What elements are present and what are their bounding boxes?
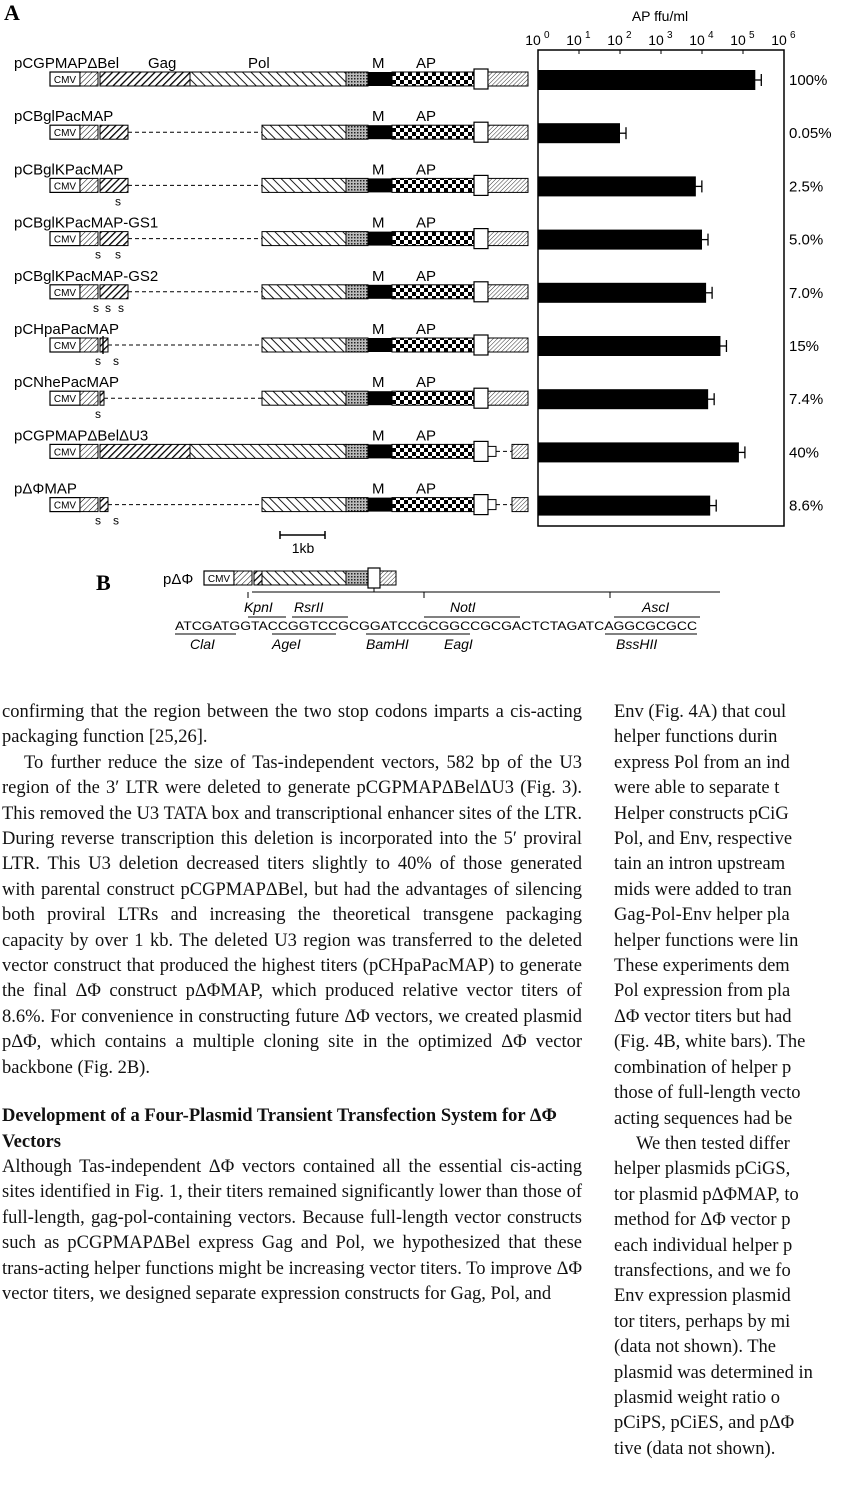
svg-text:1: 1 — [585, 30, 591, 41]
tick-label-5 — [730, 30, 755, 48]
s-mark: s — [95, 247, 101, 262]
svg-text:6: 6 — [790, 30, 796, 41]
right-line: method for ΔΦ vector p — [614, 1210, 791, 1231]
construct-row-5 — [14, 321, 819, 368]
construct-name: pCBglKPacMAP-GS2 — [14, 267, 159, 285]
m-label: M — [372, 161, 385, 179]
m-label: M — [372, 321, 385, 338]
construct-name: pCGPMAPΔBelΔU3 — [14, 427, 149, 445]
s-mark: s — [95, 407, 101, 422]
svg-text:10: 10 — [730, 32, 746, 48]
s-mark: s — [115, 247, 121, 262]
right-line: (Fig. 4B, white bars). The — [614, 1032, 806, 1053]
percent-label: 15% — [789, 338, 820, 355]
titer-bar — [538, 336, 720, 356]
paragraph-1: confirming that the region between the two stop codons imparts a cis-acting packaging function [25,26]. — [2, 702, 582, 748]
construct-name: pCBglKPacMAP-GS1 — [14, 214, 159, 232]
enzyme-rsrii: RsrII — [294, 599, 324, 615]
svg-text:3: 3 — [667, 30, 673, 41]
cmv-label: CMV — [53, 234, 77, 246]
tick-label-2 — [607, 30, 632, 48]
m-label: M — [372, 480, 385, 498]
enzyme-noti: NotI — [450, 599, 476, 615]
right-line: pCiPS, pCiES, and pΔΦ — [614, 1413, 795, 1434]
construct-name: pCHpaPacMAP — [14, 321, 120, 338]
svg-text:10: 10 — [771, 32, 787, 48]
pol-label: Pol — [248, 55, 270, 72]
tick-label-0 — [525, 30, 550, 48]
enzyme-kpni: KpnI — [244, 599, 273, 615]
svg-text:5: 5 — [749, 30, 755, 41]
right-line: ΔΦ vector titers but had — [614, 1006, 792, 1027]
gag-label: Gag — [148, 55, 177, 72]
enzyme-agei: AgeI — [272, 636, 301, 652]
right-line: mids were added to tran — [614, 879, 792, 900]
s-mark: s — [113, 513, 119, 528]
tick-label-1 — [566, 30, 591, 48]
cmv-label: CMV — [53, 500, 77, 512]
right-line: Pol expression from pla — [614, 981, 791, 1002]
right-line: Env expression plasmid — [614, 1286, 791, 1307]
right-line: helper plasmids pCiGS, — [614, 1159, 791, 1180]
paragraph-2: To further reduce the size of Tas-independent vectors, 582 bp of the U3 region of the 3′ LTR were deleted to generate pCGPMAPΔBelΔU3 (Fig. 3). This removed the U3 TATA box and transcriptional enhancer sites of the LTR. During reverse transcription this deletion is incorporated into the 5′ proviral LTR. This U3 deletion decreased titers slightly to 40% of those generated with parental construct pCGPMAPΔBel, but had the advantages of silencing both proviral LTRs and increasing the theoretical transgene packaging capacity by over 1 kb. The deleted U3 region was transferred to the deleted vector construct that produced the highest titers (pCHpaPacMAP) to generate the final ΔΦ construct pΔΦMAP, which produced relative vector titers of 8.6%. For convenience in constructing future ΔΦ vectors, we created plasmid pΔΦ, which contains a multiple cloning site in the optimized ΔΦ vector backbone (Fig. 2B). — [2, 752, 582, 1078]
panel-a-letter: A — [4, 0, 20, 25]
construct-row-1 — [14, 108, 832, 143]
tick-label-3 — [648, 30, 673, 48]
right-line: plasmid weight ratio o — [614, 1387, 780, 1408]
titer-bar — [538, 123, 620, 143]
right-line: Env (Fig. 4A) that coul — [614, 702, 787, 722]
construct-row-4 — [14, 268, 823, 315]
cmv-label: CMV — [53, 287, 77, 299]
s-mark: s — [115, 194, 121, 209]
construct-row-8 — [14, 481, 823, 528]
titer-bar — [538, 70, 755, 90]
pb-vector-map — [204, 568, 720, 598]
right-line: plasmid was determined in — [614, 1362, 813, 1383]
construct-name: pCBglPacMAP — [14, 108, 114, 126]
construct-name: pCNhePacMAP — [14, 374, 120, 392]
s-mark: s — [93, 300, 99, 315]
svg-text:10: 10 — [566, 32, 582, 48]
m-label: M — [372, 108, 385, 126]
enzyme-eagi: EagI — [444, 636, 473, 652]
cmv-label: CMV — [53, 75, 77, 86]
axis-title: AP ffu/ml — [631, 8, 689, 24]
paragraph-3: Although Tas-independent ΔΦ vectors contained all the essential cis-acting sites identified in Fig. 1, their titers remained significantly lower than those of full-length, gag-pol-containing vectors. Because full-length vector constructs such as pCGPMAPΔBel express Gag and Pol, we hypothesized that these trans-acting helper functions might be increasing vector titers. To improve ΔΦ vector titers, we designed separate expression constructs for Gag, Pol, and — [2, 1156, 582, 1304]
right-line: Helper constructs pCiG — [614, 803, 789, 824]
svg-text:0: 0 — [544, 30, 550, 41]
construct-row-7 — [14, 427, 819, 462]
right-line: These experiments dem — [614, 956, 790, 977]
m-label: M — [372, 214, 385, 232]
percent-label: 2.5% — [789, 178, 824, 196]
pb-cmv-label: CMV — [207, 574, 231, 585]
ap-label: AP — [416, 321, 437, 338]
m-label: M — [372, 374, 385, 392]
cmv-label: CMV — [53, 341, 77, 352]
right-line: tive (data not shown). — [614, 1438, 776, 1459]
s-mark: s — [113, 354, 119, 368]
right-line: tor plasmid pΔΦMAP, to — [614, 1184, 799, 1205]
figure-panel-a-b — [0, 0, 850, 680]
svg-text:4: 4 — [708, 30, 714, 41]
titer-bar — [538, 283, 706, 303]
ap-label: AP — [416, 161, 437, 179]
titer-bar — [538, 442, 739, 462]
s-mark: s — [95, 513, 101, 528]
right-line: Gag-Pol-Env helper pla — [614, 905, 790, 926]
right-line: helper functions were lin — [614, 930, 799, 951]
svg-text:10: 10 — [525, 32, 541, 48]
ap-label: AP — [416, 267, 437, 285]
svg-text:10: 10 — [607, 32, 623, 48]
construct-rows — [14, 55, 832, 528]
right-text-column — [614, 700, 850, 1462]
enzyme-bamhi: BamHI — [366, 636, 409, 652]
m-label: M — [372, 267, 385, 285]
right-line: were able to separate t — [614, 778, 780, 799]
scale-bar — [280, 531, 325, 556]
svg-text:10: 10 — [648, 32, 664, 48]
right-line: tain an intron upstream — [614, 854, 786, 875]
right-line: transfections, and we fo — [614, 1260, 791, 1281]
cmv-label: CMV — [53, 181, 77, 193]
s-mark: s — [95, 354, 101, 368]
percent-label: 5.0% — [789, 231, 824, 249]
ap-label: AP — [416, 214, 437, 232]
titer-bar — [538, 176, 696, 196]
construct-row-3 — [14, 215, 823, 262]
s-mark: s — [118, 300, 124, 315]
right-line: each individual helper p — [614, 1235, 793, 1256]
right-line: express Pol from an ind — [614, 752, 790, 773]
right-line: those of full-length vecto — [614, 1083, 801, 1104]
ap-label: AP — [416, 427, 437, 445]
right-column-lines — [614, 700, 850, 1462]
construct-name: pCGPMAPΔBel — [14, 55, 120, 72]
right-line: combination of helper p — [614, 1057, 792, 1078]
percent-label: 100% — [789, 72, 828, 89]
construct-row-0 — [14, 55, 827, 90]
enzyme-clai: ClaI — [190, 636, 215, 652]
construct-name: pΔΦMAP — [14, 480, 77, 498]
cmv-label: CMV — [53, 394, 77, 406]
s-mark: s — [105, 300, 111, 315]
construct-row-2 — [14, 161, 823, 208]
percent-label: 7.4% — [789, 391, 824, 409]
scale-label: 1kb — [291, 540, 315, 556]
right-line: acting sequences had be — [614, 1108, 793, 1129]
left-text-column — [2, 700, 582, 1307]
panel-b-letter: B — [96, 570, 111, 595]
right-line: helper functions durin — [614, 727, 778, 748]
enzyme-bsshii: BssHII — [616, 636, 658, 652]
section-heading: Development of a Four-Plasmid Transient Transfection System for ΔΦ Vectors — [2, 1106, 557, 1152]
tick-label-6 — [771, 30, 796, 48]
m-label: M — [372, 55, 385, 72]
ap-label: AP — [416, 480, 437, 498]
svg-text:10: 10 — [689, 32, 705, 48]
m-label: M — [372, 427, 385, 445]
right-line: Pol, and Env, respective — [614, 829, 793, 850]
pb-vector-name: pΔΦ — [163, 571, 194, 588]
percent-label: 40% — [789, 444, 820, 462]
tick-label-4 — [689, 30, 714, 48]
enzyme-asci: AscI — [642, 599, 670, 615]
percent-label: 0.05% — [789, 125, 832, 143]
percent-label: 7.0% — [789, 284, 824, 302]
ap-label: AP — [416, 55, 437, 72]
svg-text:2: 2 — [626, 30, 632, 41]
ap-label: AP — [416, 374, 437, 392]
construct-name: pCBglKPacMAP — [14, 161, 124, 179]
titer-bar — [538, 389, 708, 409]
right-line: (data not shown). The — [614, 1337, 777, 1358]
titer-bar — [538, 230, 702, 250]
cmv-label: CMV — [53, 447, 77, 459]
cmv-label: CMV — [53, 128, 77, 140]
right-line: We then tested differ — [636, 1133, 790, 1154]
percent-label: 8.6% — [789, 497, 824, 515]
ap-label: AP — [416, 108, 437, 126]
construct-row-6 — [14, 374, 823, 421]
titer-bar — [538, 496, 710, 516]
right-line: tor titers, perhaps by mi — [614, 1311, 791, 1332]
mcs-sequence: ATCGATGGTACCGGTCCGCGGATCCGCGGCCGCGACTCTAGATCAGGCGCGCC — [175, 619, 698, 633]
